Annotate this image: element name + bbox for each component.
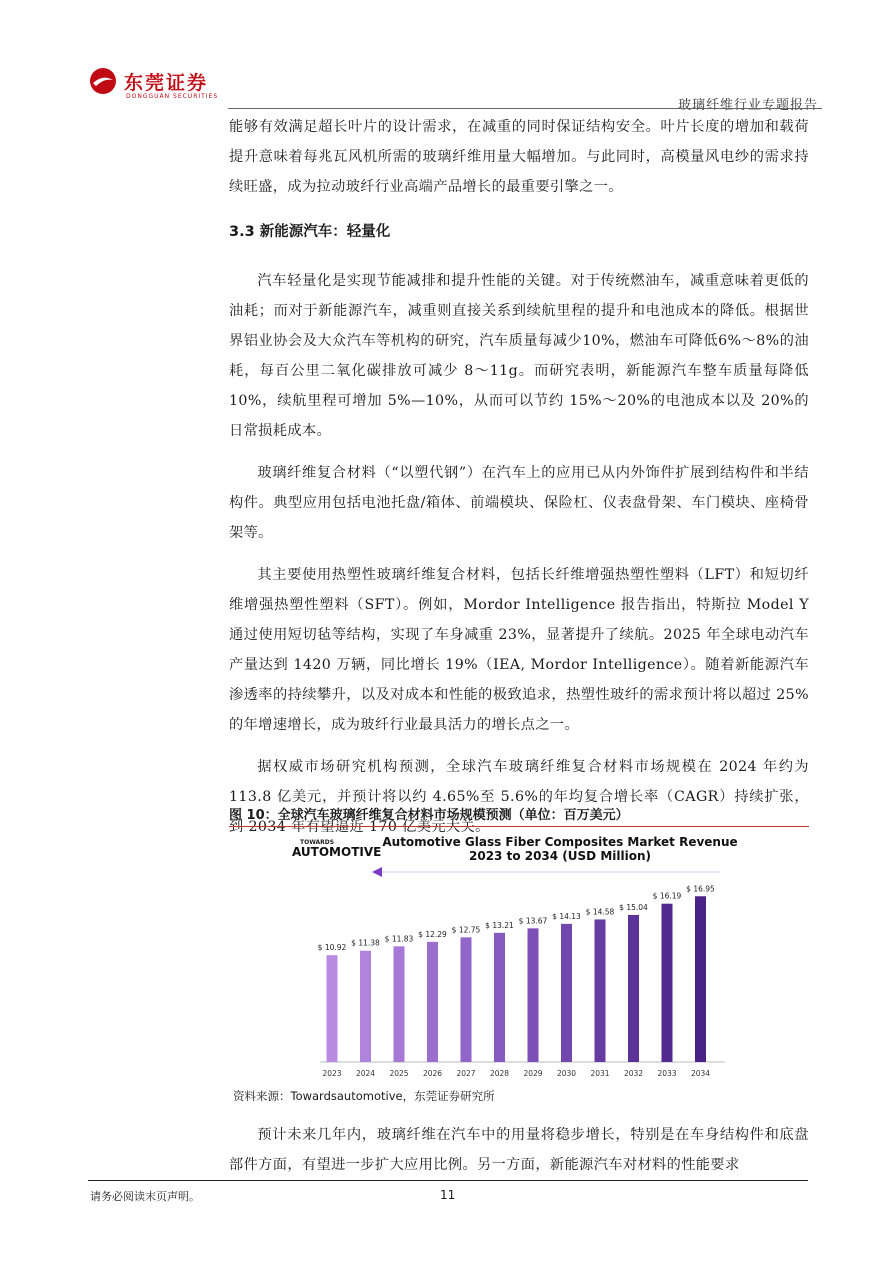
data-label-2023: $ 10.92 <box>317 943 347 953</box>
footer-divider <box>88 1180 808 1181</box>
brand-top-text: TOWARDS <box>300 839 335 846</box>
x-tick-2023: 2023 <box>322 1069 342 1078</box>
paragraph-wind: 能够有效满足超长叶片的设计需求，在减重的同时保证结构安全。叶片长度的增加和载荷提升意味着每兆瓦风机所需的玻璃纤维用量大幅增加。与此同时，高模量风电纱的需求持续旺盛，成为拉动玻纤行业高端产品增长的最重要引擎之一。 <box>229 119 809 195</box>
figure-chart <box>280 830 740 1084</box>
bar-2025 <box>394 946 405 1062</box>
bar-2027 <box>461 937 472 1062</box>
section-heading: 3.3 新能源汽车：轻量化 <box>229 224 391 240</box>
bar-2033 <box>662 904 673 1062</box>
data-label-2030: $ 14.13 <box>552 911 581 921</box>
x-tick-2024: 2024 <box>355 1069 376 1078</box>
x-tick-2027: 2027 <box>456 1069 476 1078</box>
data-label-2026: $ 12.29 <box>418 929 447 939</box>
brand-bottom-text: AUTOMOTIVE <box>292 845 382 859</box>
chart-title-line-1: Automotive Glass Fiber Composites Market Revenue <box>382 835 738 849</box>
content-bottom <box>229 1120 809 1180</box>
x-tick-2033: 2033 <box>657 1069 677 1078</box>
paragraph-applications: 玻璃纤维复合材料（“以塑代钢”）在汽车上的应用已从内外饰件扩展到结构件和半结构件。典型应用包括电池托盘/箱体、前端模块、保险杠、仪表盘骨架、车门模块、座椅骨架等。 <box>229 465 809 541</box>
data-label-2034: $ 16.95 <box>686 884 715 894</box>
x-tick-2029: 2029 <box>523 1069 543 1078</box>
x-tick-2026: 2026 <box>422 1069 443 1078</box>
paragraph-thermoplastic: 其主要使用热塑性玻璃纤维复合材料，包括长纤维增强热塑性塑料（LFT）和短切纤维增强热塑性塑料（SFT）。例如，Mordor Intelligence 报告指出，特斯拉 Model Y 通过使用短切毡等结构，实现了车身减重 23%，显著提升了续航。2025 年全球电动汽车产量达到 1420 万辆，同比增长 19%（IEA, Mordor Intelligence）。随着新能源汽车渗透率的持续攀升，以及对成本和性能的极致追求，热塑性玻纤的需求预计将以超过 25%的年增速增长，成为玻纤行业最具活力的增长点之一。 <box>229 567 809 733</box>
x-tick-2028: 2028 <box>489 1069 510 1078</box>
bar-2024 <box>360 951 371 1062</box>
paragraph-outlook: 预计未来几年内，玻璃纤维在汽车中的用量将稳步增长，特别是在车身结构件和底盘部件方面，有望进一步扩大应用比例。另一方面，新能源汽车对材料的性能要求 <box>229 1127 809 1173</box>
logo-text-cn: 东莞证券 <box>124 72 209 94</box>
figure-source: 资料来源：Towardsautomotive，东莞证券研究所 <box>233 1089 495 1103</box>
x-tick-2031: 2031 <box>590 1069 610 1078</box>
page-number: 11 <box>440 1188 456 1202</box>
data-label-2032: $ 15.04 <box>619 902 648 912</box>
bar-2026 <box>427 942 438 1062</box>
logo-text-en: DONGGUAN SECURITIES <box>126 93 219 100</box>
bar-2028 <box>494 933 505 1062</box>
data-label-2024: $ 11.38 <box>351 938 380 948</box>
figure-caption: 图 10：全球汽车玻璃纤维复合材料市场规模预测（单位：百万美元） <box>229 808 629 823</box>
data-label-2029: $ 13.67 <box>518 916 548 926</box>
paragraph-market-forecast: 据权威市场研究机构预测，全球汽车玻璃纤维复合材料市场规模在 2024 年约为 113.8 亿美元，并预计将以约 4.65%至 5.6%的年均复合增长率（CAGR）持续扩张，到 2034 年有望逼近 170 亿美元大关。 <box>229 759 809 835</box>
content-top <box>229 112 809 202</box>
bar-2032 <box>628 915 639 1062</box>
bar-2023 <box>327 955 338 1062</box>
chart-title-line-2: 2023 to 2034 (USD Million) <box>469 849 651 863</box>
bar-2031 <box>595 919 606 1062</box>
company-logo <box>88 66 218 104</box>
content-main <box>229 266 809 842</box>
bar-2034 <box>695 896 706 1062</box>
data-label-2027: $ 12.75 <box>451 925 481 935</box>
data-label-2033: $ 16.19 <box>652 891 682 901</box>
bar-2030 <box>561 924 572 1062</box>
x-tick-2034: 2034 <box>690 1069 711 1078</box>
figure-caption-rule <box>229 826 809 827</box>
bar-2029 <box>528 928 539 1062</box>
towards-automotive-logo <box>292 839 381 859</box>
logo-mark-icon <box>88 66 118 96</box>
paragraph-lightweight: 汽车轻量化是实现节能减排和提升性能的关键。对于传统燃油车，减重意味着更低的油耗；而对于新能源汽车，减重则直接关系到续航里程的提升和电池成本的降低。根据世界铝业协会及大众汽车等机构的研究，汽车质量每减少10%，燃油车可降低6%～8%的油耗，每百公里二氧化碳排放可减少 8～11g。而研究表明，新能源汽车整车质量每降低 10%，续航里程可增加 5%—10%，从而可以节约 15%～20%的电池成本以及 20%的日常损耗成本。 <box>229 273 809 439</box>
x-tick-2030: 2030 <box>556 1069 577 1078</box>
arrow-left-icon <box>372 867 382 877</box>
data-label-2028: $ 13.21 <box>485 920 514 930</box>
footer-disclaimer: 请务必阅读末页声明。 <box>90 1190 200 1203</box>
x-tick-2032: 2032 <box>623 1069 644 1078</box>
report-title: 玻璃纤维行业专题报告 <box>677 98 818 113</box>
header-divider <box>228 108 822 109</box>
data-label-2025: $ 11.83 <box>384 934 414 944</box>
chart-svg <box>280 830 740 1084</box>
bar-series <box>318 884 715 1078</box>
page-header <box>0 0 892 112</box>
x-tick-2025: 2025 <box>389 1069 409 1078</box>
data-label-2031: $ 14.58 <box>585 907 615 917</box>
